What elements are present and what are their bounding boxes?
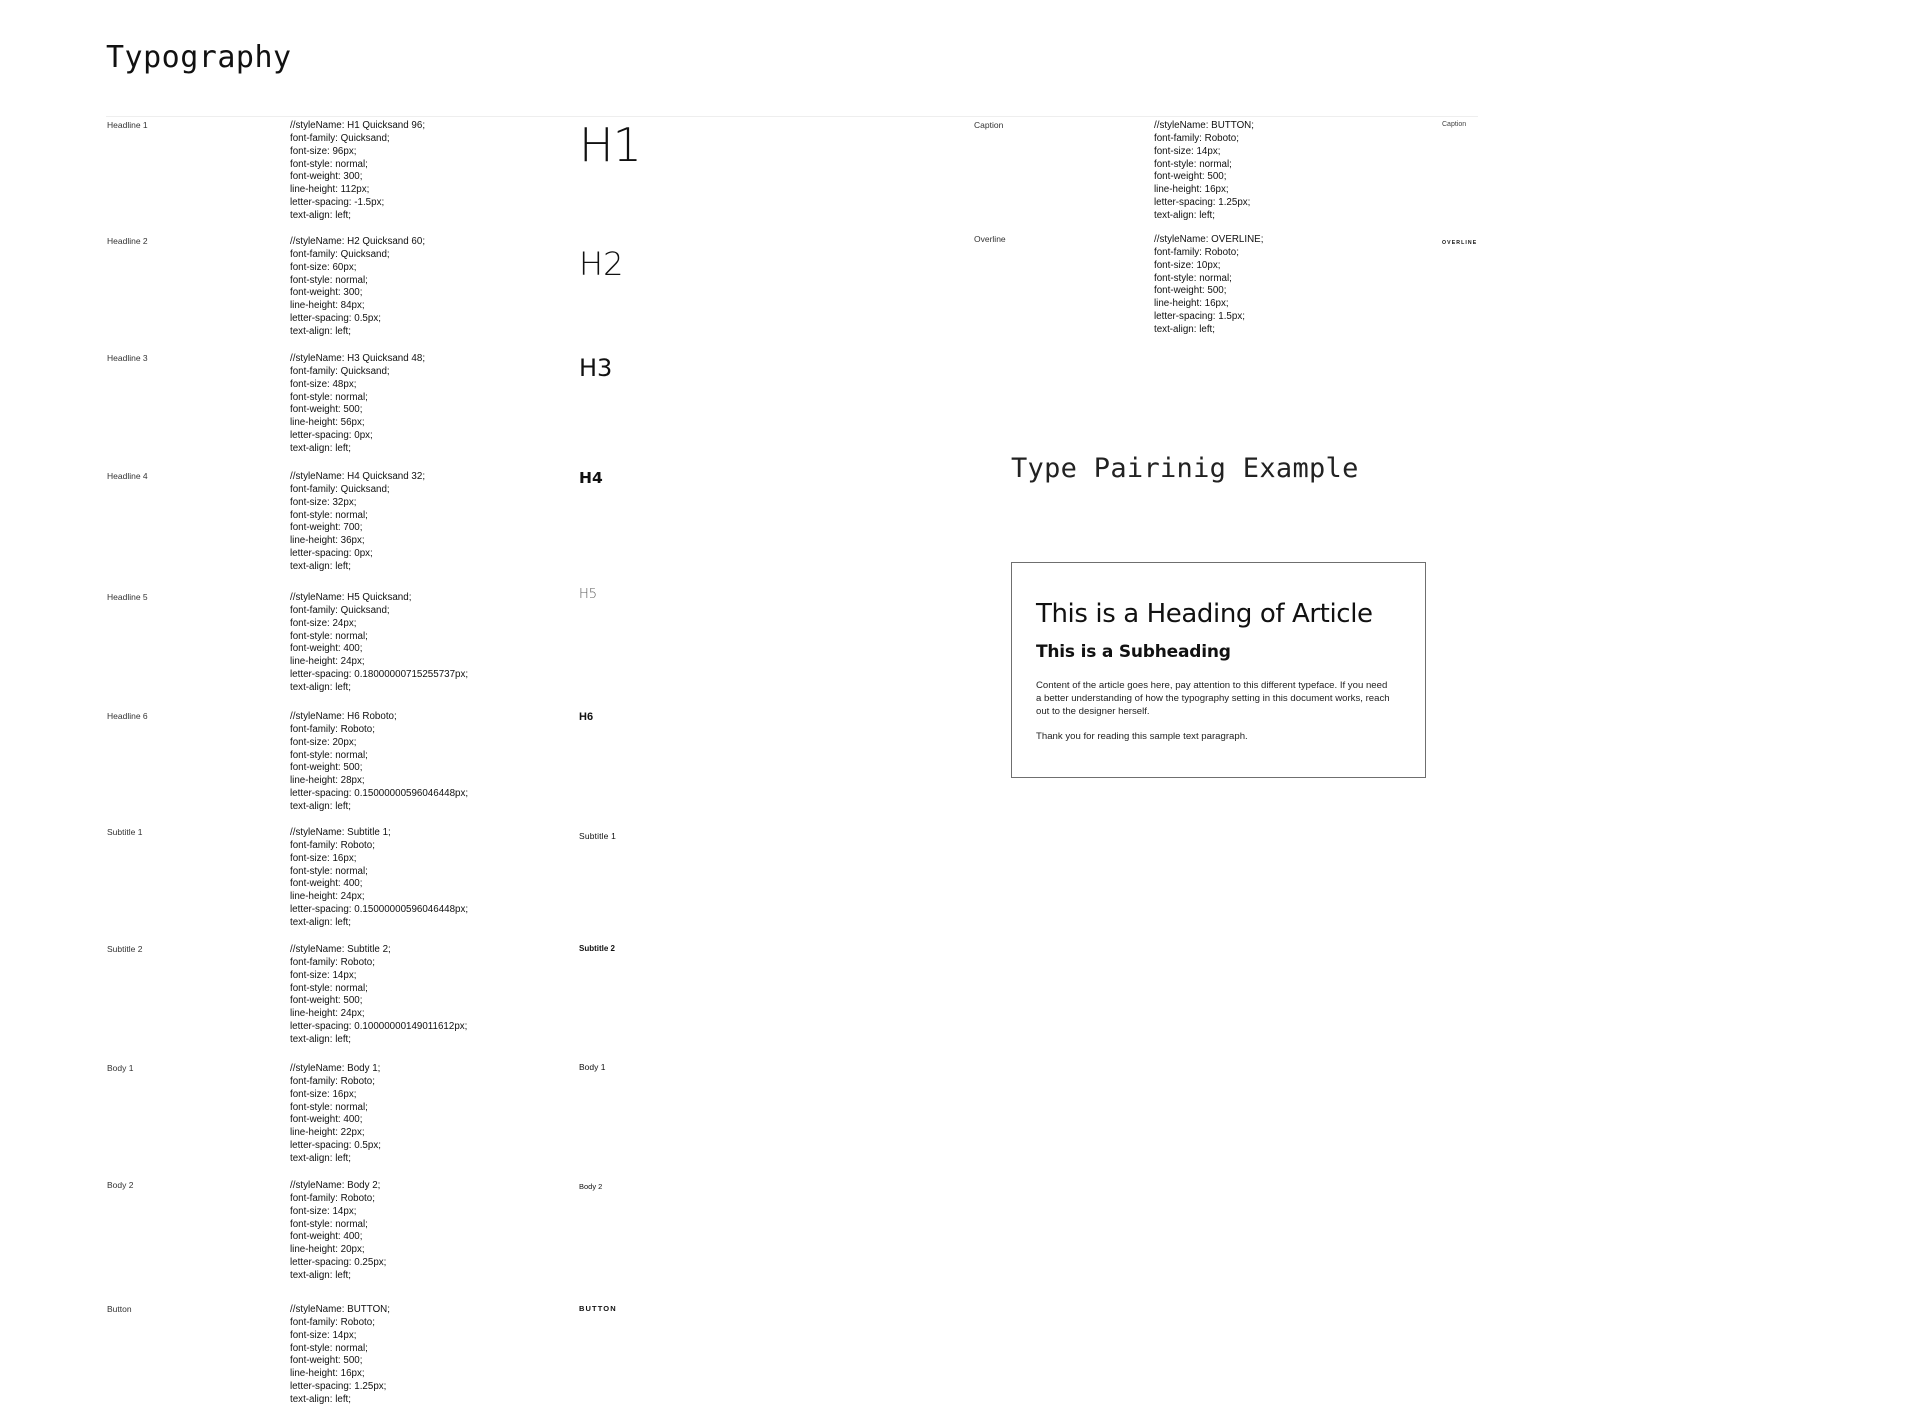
article-closing: Thank you for reading this sample text paragraph. [1036,731,1248,742]
css-spec-line: font-family: Roboto; [290,723,375,735]
css-spec-line: //styleName: Subtitle 1; [290,827,391,838]
type-sample: H4 [579,469,603,487]
css-spec-line: letter-spacing: 0.15000000596046448px; [290,904,469,916]
css-spec-line: //styleName: H5 Quicksand; [290,592,412,603]
css-spec-line: font-style: normal; [290,1218,368,1230]
css-spec-line: font-style: normal; [290,1342,368,1354]
css-spec-line: font-weight: 400; [290,1231,363,1243]
style-label: Headline 3 [107,353,148,363]
page-title: Typography [106,40,292,75]
css-spec-line: text-align: left; [290,1393,351,1405]
css-spec-line: font-size: 16px; [290,852,357,864]
css-spec-line: font-weight: 500; [290,404,363,416]
css-spec-line: text-align: left; [1154,323,1215,335]
type-sample: Caption [1442,121,1467,128]
css-spec-line: font-weight: 300; [290,287,363,299]
css-spec-line: letter-spacing: 0.5px; [290,1140,381,1152]
css-spec-block [290,471,425,574]
css-spec-block [290,592,468,695]
css-spec-line: letter-spacing: 0.25px; [290,1257,387,1269]
css-spec-line: font-style: normal; [290,749,368,761]
css-spec-line: text-align: left; [290,209,351,221]
css-spec-line: //styleName: H4 Quicksand 32; [290,471,426,482]
style-label: Caption [974,120,1004,130]
style-label: Headline 6 [107,711,148,721]
css-spec-line: text-align: left; [290,1033,351,1045]
css-spec-block [290,1063,381,1166]
css-spec-line: font-size: 16px; [290,1088,357,1100]
css-spec-line: letter-spacing: 0px; [290,430,373,442]
css-spec-line: font-weight: 500; [1154,171,1227,183]
css-spec-line: text-align: left; [290,916,351,928]
css-spec-line: //styleName: OVERLINE; [1154,234,1264,245]
css-spec-line: //styleName: H6 Roboto; [290,711,397,722]
css-spec-line: letter-spacing: 1.5px; [1154,311,1245,323]
style-label: Headline 1 [107,120,148,130]
article-heading: This is a Heading of Article [1036,599,1373,629]
css-spec-line: font-family: Roboto; [1154,246,1239,258]
css-spec-block [290,353,425,456]
css-spec-line: line-height: 36px; [290,535,365,547]
css-spec-line: font-size: 14px; [290,969,357,981]
css-spec-line: font-style: normal; [1154,158,1232,170]
css-spec-line: letter-spacing: 0px; [290,548,373,560]
type-sample: H5 [579,587,598,602]
style-label: Headline 4 [107,471,148,481]
css-spec-block [290,1180,386,1283]
css-spec-line: font-size: 96px; [290,145,357,157]
css-spec-line: //styleName: BUTTON; [1154,120,1254,131]
type-sample: H1 [579,118,641,172]
style-label: Subtitle 1 [107,827,143,837]
css-spec-line: font-style: normal; [290,1101,368,1113]
type-sample: H6 [579,711,594,723]
article-subheading: This is a Subheading [1036,642,1231,662]
css-spec-line: //styleName: Body 1; [290,1063,381,1074]
css-spec-line: font-family: Quicksand; [290,365,390,377]
css-spec-line: text-align: left; [290,1269,351,1281]
css-spec-line: line-height: 24px; [290,656,365,668]
css-spec-block [290,236,425,339]
css-spec-line: text-align: left; [290,800,351,812]
css-spec-line: font-family: Quicksand; [290,604,390,616]
css-spec-block [290,944,467,1047]
css-spec-line: font-size: 24px; [290,617,357,629]
css-spec-line: font-family: Quicksand; [290,132,390,144]
css-spec-line: font-family: Roboto; [1154,132,1239,144]
css-spec-line: letter-spacing: 0.15000000596046448px; [290,788,469,800]
style-label: Subtitle 2 [107,944,143,954]
css-spec-line: font-weight: 300; [290,171,363,183]
css-spec-line: font-style: normal; [290,274,368,286]
style-label: Button [107,1304,132,1314]
css-spec-line: font-style: normal; [1154,272,1232,284]
css-spec-line: letter-spacing: -1.5px; [290,197,385,209]
css-spec-block [1154,120,1254,223]
css-spec-line: line-height: 22px; [290,1127,365,1139]
css-spec-line: font-size: 48px; [290,378,357,390]
css-spec-line: //styleName: H1 Quicksand 96; [290,120,426,131]
style-label: Body 1 [107,1063,134,1073]
style-label: Overline [974,234,1006,244]
css-spec-line: font-weight: 500; [1154,285,1227,297]
header-divider [106,116,1478,117]
css-spec-line: line-height: 28px; [290,775,365,787]
css-spec-line: font-weight: 500; [290,762,363,774]
css-spec-line: font-style: normal; [290,158,368,170]
css-spec-line: letter-spacing: 1.25px; [290,1381,387,1393]
css-spec-line: line-height: 112px; [290,184,370,196]
css-spec-line: font-family: Quicksand; [290,483,390,495]
type-sample: H3 [579,354,613,382]
css-spec-line: //styleName: Subtitle 2; [290,944,391,955]
css-spec-block [290,711,468,814]
css-spec-line: letter-spacing: 1.25px; [1154,197,1251,209]
css-spec-block [290,1304,390,1407]
css-spec-line: line-height: 24px; [290,1008,365,1020]
css-spec-line: font-size: 20px; [290,736,357,748]
css-spec-line: font-style: normal; [290,865,368,877]
css-spec-line: text-align: left; [1154,209,1215,221]
css-spec-line: font-size: 14px; [290,1329,357,1341]
type-sample: Subtitle 2 [579,944,616,953]
css-spec-line: font-style: normal; [290,509,368,521]
css-spec-line: line-height: 16px; [290,1368,365,1380]
css-spec-line: line-height: 20px; [290,1244,365,1256]
type-sample: BUTTON [579,1304,617,1313]
css-spec-line: font-family: Roboto; [290,956,375,968]
css-spec-line: font-size: 60px; [290,261,357,273]
css-spec-line: font-family: Roboto; [290,839,375,851]
css-spec-line: font-family: Roboto; [290,1075,375,1087]
css-spec-line: font-weight: 400; [290,1114,363,1126]
css-spec-line: font-style: normal; [290,391,368,403]
css-spec-line: line-height: 84px; [290,300,365,312]
article-body: Content of the article goes here, pay attention to this different typeface. If you need a better understanding of how the typography setting in this document works, reach out to the designer herself. [1036,680,1390,717]
css-spec-line: line-height: 24px; [290,891,365,903]
css-spec-block [1154,234,1263,337]
css-spec-line: font-style: normal; [290,982,368,994]
css-spec-line: line-height: 16px; [1154,184,1229,196]
css-spec-line: text-align: left; [290,442,351,454]
css-spec-line: font-size: 14px; [290,1205,357,1217]
css-spec-line: //styleName: BUTTON; [290,1304,390,1315]
css-spec-line: font-weight: 500; [290,995,363,1007]
style-label: Body 2 [107,1180,134,1190]
css-spec-line: //styleName: H3 Quicksand 48; [290,353,426,364]
type-sample: OVERLINE [1442,240,1478,246]
css-spec-line: letter-spacing: 0.5px; [290,313,381,325]
type-sample: Body 1 [579,1062,606,1072]
css-spec-line: //styleName: H2 Quicksand 60; [290,236,426,247]
css-spec-line: line-height: 16px; [1154,298,1229,310]
css-spec-line: font-weight: 500; [290,1355,363,1367]
type-sample: Subtitle 1 [579,831,616,841]
css-spec-line: font-size: 14px; [1154,145,1221,157]
style-label: Headline 5 [107,592,148,602]
css-spec-line: font-style: normal; [290,630,368,642]
css-spec-line: line-height: 56px; [290,417,365,429]
pairing-example-card [1011,562,1426,778]
css-spec-block [290,827,468,930]
css-spec-line: letter-spacing: 0.18000000715255737px; [290,669,469,681]
css-spec-line: font-family: Quicksand; [290,248,390,260]
css-spec-line: text-align: left; [290,560,351,572]
css-spec-line: font-weight: 400; [290,643,363,655]
style-label: Headline 2 [107,236,148,246]
css-spec-line: letter-spacing: 0.10000000149011612px; [290,1021,468,1033]
css-spec-line: font-size: 32px; [290,496,357,508]
css-spec-line: font-family: Roboto; [290,1192,375,1204]
type-sample: Body 2 [579,1182,603,1191]
css-spec-line: font-size: 10px; [1154,259,1221,271]
css-spec-line: text-align: left; [290,681,351,693]
css-spec-line: //styleName: Body 2; [290,1180,381,1191]
pairing-title: Type Pairinig Example [1011,453,1359,484]
type-sample: H2 [579,245,624,283]
css-spec-line: font-family: Roboto; [290,1316,375,1328]
css-spec-block [290,120,425,223]
css-spec-line: text-align: left; [290,325,351,337]
css-spec-line: text-align: left; [290,1152,351,1164]
css-spec-line: font-weight: 400; [290,878,363,890]
css-spec-line: font-weight: 700; [290,522,363,534]
